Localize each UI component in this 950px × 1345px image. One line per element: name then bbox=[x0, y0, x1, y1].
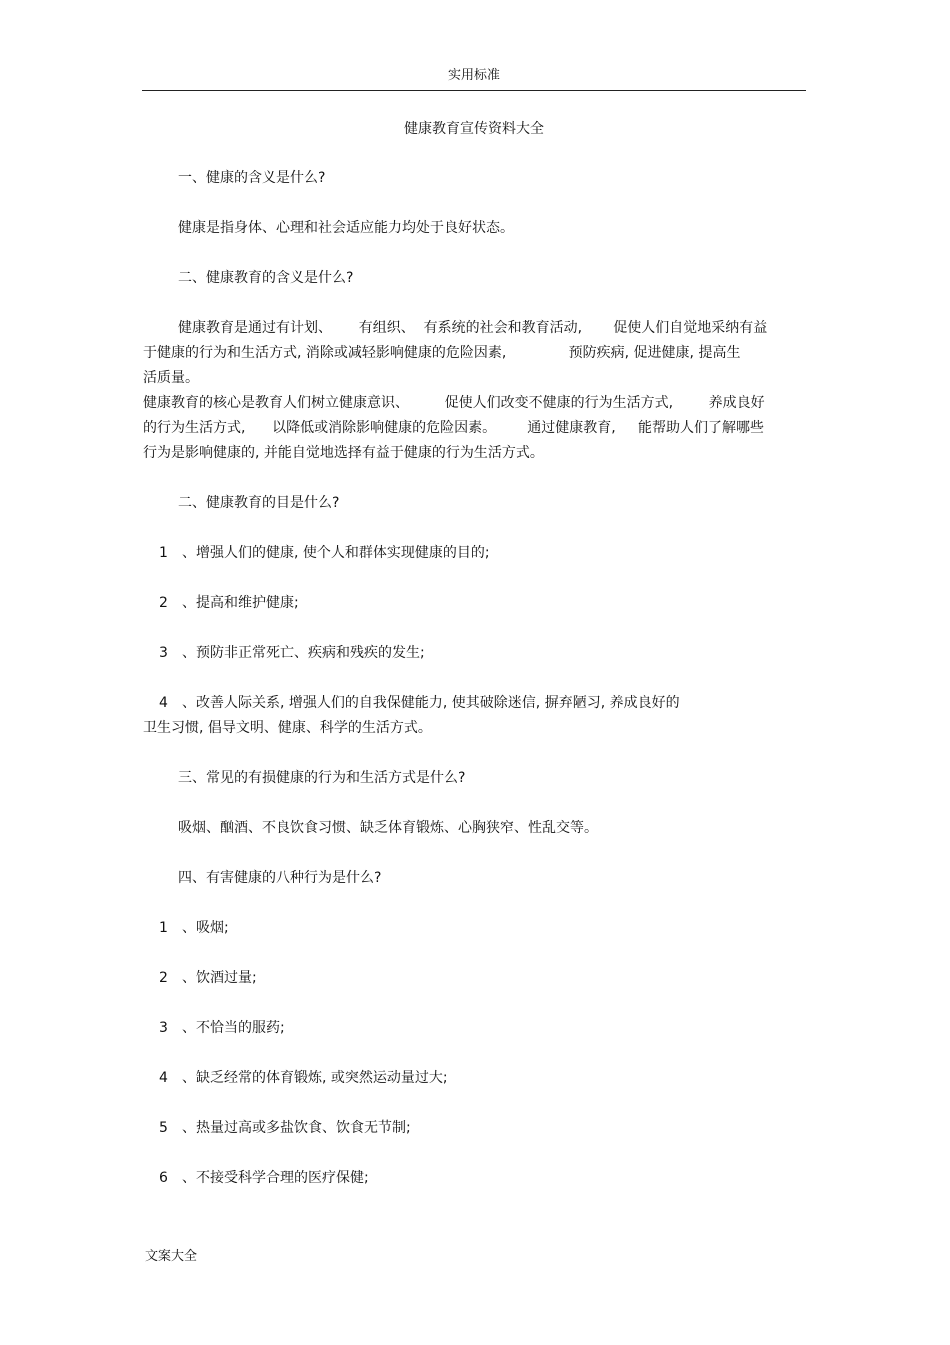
list-text: 、改善人际关系, 增强人们的自我保健能力, 使其破除迷信, 摒弃陋习, 养成良好的 bbox=[182, 695, 680, 711]
list-text: 、不接受科学合理的医疗保健; bbox=[182, 1170, 369, 1186]
page-header: 实用标准 bbox=[447, 68, 500, 83]
list-number: 3 bbox=[159, 1020, 168, 1036]
list-number: 6 bbox=[159, 1170, 168, 1186]
paragraph-2-line-2: 的行为生活方式, 以降低或消除影响健康的危险因素。 通过健康教育, 能帮助人们了解哪些 bbox=[143, 420, 765, 436]
list-text: 、增强人们的健康, 使个人和群体实现健康的目的; bbox=[182, 545, 490, 561]
goal-4-continuation: 卫生习惯, 倡导文明、健康、科学的生活方式。 bbox=[143, 720, 432, 736]
list-number: 4 bbox=[159, 695, 168, 711]
answer-4: 吸烟、酗酒、不良饮食习惯、缺乏体育锻炼、心胸狭窄、性乱交等。 bbox=[178, 820, 598, 836]
list-text: 、缺乏经常的体育锻炼, 或突然运动量过大; bbox=[182, 1070, 448, 1086]
list-text: 、吸烟; bbox=[182, 920, 229, 936]
list-number: 1 bbox=[159, 545, 168, 561]
list-text: 、饮酒过量; bbox=[182, 970, 257, 986]
list-number: 4 bbox=[159, 1070, 168, 1086]
paragraph-2-line-1: 健康教育的核心是教育人们树立健康意识、 促使人们改变不健康的行为生活方式, 养成良好 bbox=[143, 395, 765, 411]
question-4: 三、常见的有损健康的行为和生活方式是什么? bbox=[178, 770, 466, 786]
list-text: 、不恰当的服药; bbox=[182, 1020, 285, 1036]
page-footer: 文案大全 bbox=[145, 1249, 198, 1264]
question-3: 二、健康教育的目是什么? bbox=[178, 495, 340, 511]
document-title: 健康教育宣传资料大全 bbox=[404, 121, 544, 137]
list-number: 2 bbox=[159, 970, 168, 986]
question-1: 一、健康的含义是什么? bbox=[178, 170, 326, 186]
paragraph-1-line-2: 于健康的行为和生活方式, 消除或减轻影响健康的危险因素, 预防疾病, 促进健康, 提高生 bbox=[143, 345, 741, 361]
list-number: 1 bbox=[159, 920, 168, 936]
list-text: 、提高和维护健康; bbox=[182, 595, 299, 611]
list-number: 5 bbox=[159, 1120, 168, 1136]
paragraph-1-line-1: 健康教育是通过有计划、 有组织、 有系统的社会和教育活动, 促使人们自觉地采纳有益 bbox=[178, 320, 768, 336]
answer-1: 健康是指身体、心理和社会适应能力均处于良好状态。 bbox=[178, 220, 514, 236]
question-2: 二、健康教育的含义是什么? bbox=[178, 270, 354, 286]
list-text: 、热量过高或多盐饮食、饮食无节制; bbox=[182, 1120, 411, 1136]
list-number: 3 bbox=[159, 645, 168, 661]
paragraph-2-line-3: 行为是影响健康的, 并能自觉地选择有益于健康的行为生活方式。 bbox=[143, 445, 544, 461]
question-5: 四、有害健康的八种行为是什么? bbox=[178, 870, 382, 886]
header-divider bbox=[142, 90, 806, 91]
paragraph-1-line-3: 活质量。 bbox=[143, 370, 199, 386]
list-number: 2 bbox=[159, 595, 168, 611]
list-text: 、预防非正常死亡、疾病和残疾的发生; bbox=[182, 645, 425, 661]
